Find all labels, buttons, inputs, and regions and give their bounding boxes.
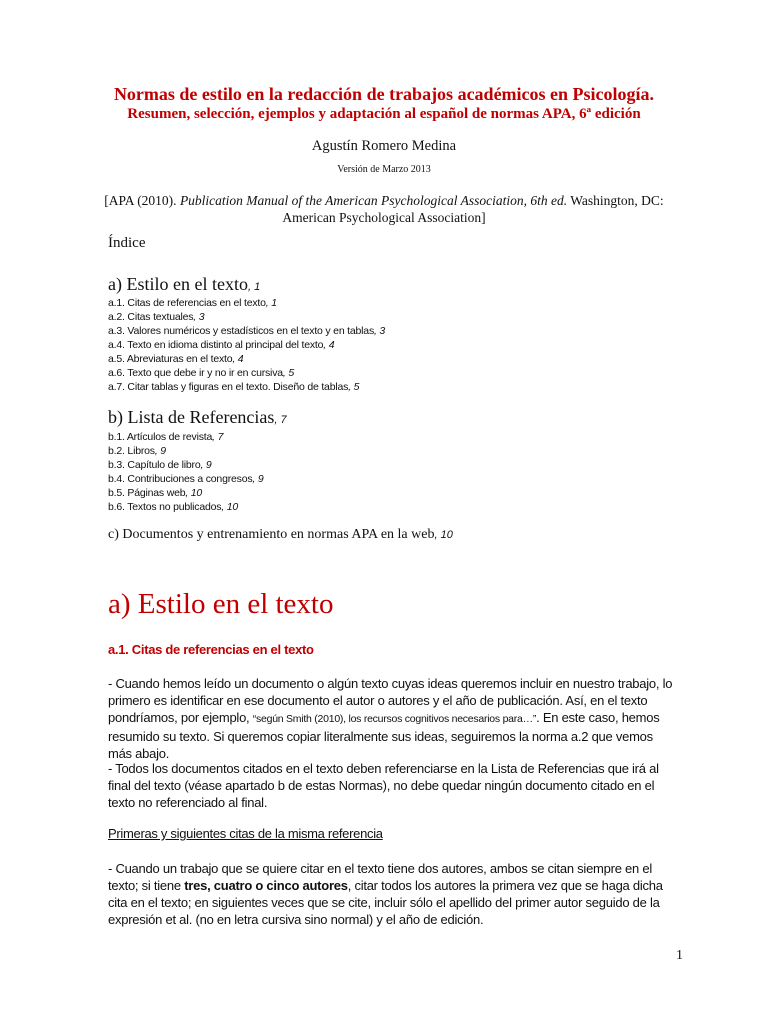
toc-section-a-page: , 1 <box>247 281 261 293</box>
apa-ref-italic: Publication Manual of the American Psychological Association, 6th ed. <box>179 193 568 208</box>
version-date: Versión de Marzo 2013 <box>337 164 431 175</box>
toc-item-text: b.5. Páginas web <box>108 487 186 499</box>
text-line: cita en el texto; en siguientes veces que se cite, incluir sólo el apellido del primer autor seguido de la <box>108 895 660 910</box>
toc-item-page: , 3 <box>193 311 205 323</box>
text-line: - Cuando hemos leído un documento o algún texto cuyas ideas queremos incluir en nuestro trabajo, lo <box>108 676 673 691</box>
apa-reference <box>0 192 768 226</box>
author-name: Agustín Romero Medina <box>311 138 457 154</box>
document-title: Normas de estilo en la redacción de trabajos académicos en Psicología. <box>113 84 655 104</box>
index-label: Índice <box>108 235 146 251</box>
toc-item-page: , 9 <box>200 459 212 471</box>
toc-item-a1[interactable] <box>108 296 277 310</box>
text-line: más abajo. <box>108 746 170 761</box>
toc-item-a6[interactable] <box>108 366 294 380</box>
text-fragment: , citar todos los autores la primera vez que se haga dicha <box>347 878 663 893</box>
text-fragment: texto; si tiene <box>108 878 185 893</box>
toc-item-text: b.4. Contribuciones a congresos <box>108 473 253 485</box>
toc-item-text: b.2. Libros <box>108 445 155 457</box>
text-fragment: pondríamos, por ejemplo, <box>108 710 253 725</box>
toc-section-b[interactable] <box>108 407 287 428</box>
toc-item-text: b.1. Artículos de revista <box>108 431 213 443</box>
toc-item-text: a.5. Abreviaturas en el texto <box>108 353 233 365</box>
text-line: final del texto (véase apartado b de estas Normas), no debe quedar ningún documento citado en el <box>108 778 655 793</box>
toc-item-page: , 10 <box>221 501 239 513</box>
toc-section-c-title: c) Documentos y entrenamiento en normas APA en la web <box>108 527 435 542</box>
document-subtitle: Resumen, selección, ejemplos y adaptación al español de normas APA, 6ª edición <box>127 106 641 122</box>
toc-item-page: , 5 <box>348 381 360 393</box>
toc-item-text: a.3. Valores numéricos y estadísticos en el texto y en tablas <box>108 325 374 337</box>
example-quote: “según Smith (2010), los recursos cognitivos necesarios para…” <box>252 713 537 725</box>
toc-item-page: , 3 <box>374 325 386 337</box>
toc-section-c-page: , 10 <box>434 529 453 541</box>
text-line <box>108 877 688 894</box>
toc-section-c[interactable] <box>108 527 453 543</box>
toc-item-a4[interactable] <box>108 338 334 352</box>
toc-item-text: a.1. Citas de referencias en el texto <box>108 297 266 309</box>
toc-item-page: , 1 <box>265 297 277 309</box>
text-line: - Todos los documentos citados en el texto deben referenciarse en la Lista de Referencias que irá al <box>108 761 659 776</box>
toc-item-b6[interactable] <box>108 500 238 514</box>
toc-section-a[interactable] <box>108 274 260 295</box>
toc-item-text: a.4. Texto en idioma distinto al principal del texto <box>108 339 324 351</box>
paragraph-3 <box>108 860 688 928</box>
toc-item-text: a.6. Texto que debe ir y no ir en cursiva <box>108 367 283 379</box>
toc-section-b-page: , 7 <box>274 414 287 426</box>
toc-section-a-title: a) Estilo en el texto <box>108 274 248 294</box>
toc-item-text: b.6. Textos no publicados <box>108 501 222 513</box>
text-fragment: . En este caso, hemos <box>536 710 660 725</box>
toc-item-a5[interactable] <box>108 352 243 366</box>
section-heading: a) Estilo en el texto <box>108 588 334 620</box>
toc-item-b2[interactable] <box>108 444 166 458</box>
toc-item-a2[interactable] <box>108 310 204 324</box>
toc-item-page: , 9 <box>154 445 166 457</box>
text-line <box>108 709 688 728</box>
bold-text: tres, cuatro o cinco autores <box>184 878 348 893</box>
toc-item-page: , 4 <box>232 353 244 365</box>
page-number: 1 <box>676 948 683 963</box>
text-line: primero es identificar en ese documento el autor o autores y el año de publicación. Así, en el texto <box>108 693 648 708</box>
apa-ref-post: Washington, DC: <box>567 193 664 208</box>
toc-item-b5[interactable] <box>108 486 202 500</box>
toc-item-b4[interactable] <box>108 472 263 486</box>
paragraph-1 <box>108 675 688 762</box>
toc-item-page: , 7 <box>212 431 224 443</box>
toc-section-b-title: b) Lista de Referencias <box>108 407 275 427</box>
text-line: resumido su texto. Si queremos copiar literalmente sus ideas, seguiremos la norma a.2 que vemos <box>108 729 653 744</box>
toc-item-page: , 4 <box>323 339 335 351</box>
toc-item-b3[interactable] <box>108 458 212 472</box>
toc-item-text: b.3. Capítulo de libro <box>108 459 201 471</box>
toc-item-page: , 10 <box>185 487 203 499</box>
toc-item-page: , 5 <box>282 367 294 379</box>
toc-item-text: a.7. Citar tablas y figuras en el texto. Diseño de tablas <box>108 381 349 393</box>
paragraph-2 <box>108 760 688 811</box>
toc-item-a3[interactable] <box>108 324 385 338</box>
apa-ref-pre: [APA (2010). <box>104 193 180 208</box>
text-line: expresión et al. (no en letra cursiva sino normal) y el año de edición. <box>108 912 484 927</box>
apa-ref-line2: American Psychological Association] <box>282 210 486 225</box>
toc-item-page: , 9 <box>252 473 264 485</box>
text-line: texto no referenciado al final. <box>108 795 268 810</box>
toc-item-text: a.2. Citas textuales <box>108 311 194 323</box>
subsection-heading: a.1. Citas de referencias en el texto <box>108 642 314 657</box>
toc-item-a7[interactable] <box>108 380 359 394</box>
text-line: - Cuando un trabajo que se quiere citar en el texto tiene dos autores, ambos se citan siempre en el <box>108 861 652 876</box>
underlined-subheading: Primeras y siguientes citas de la misma referencia <box>108 826 383 841</box>
toc-item-b1[interactable] <box>108 430 223 444</box>
